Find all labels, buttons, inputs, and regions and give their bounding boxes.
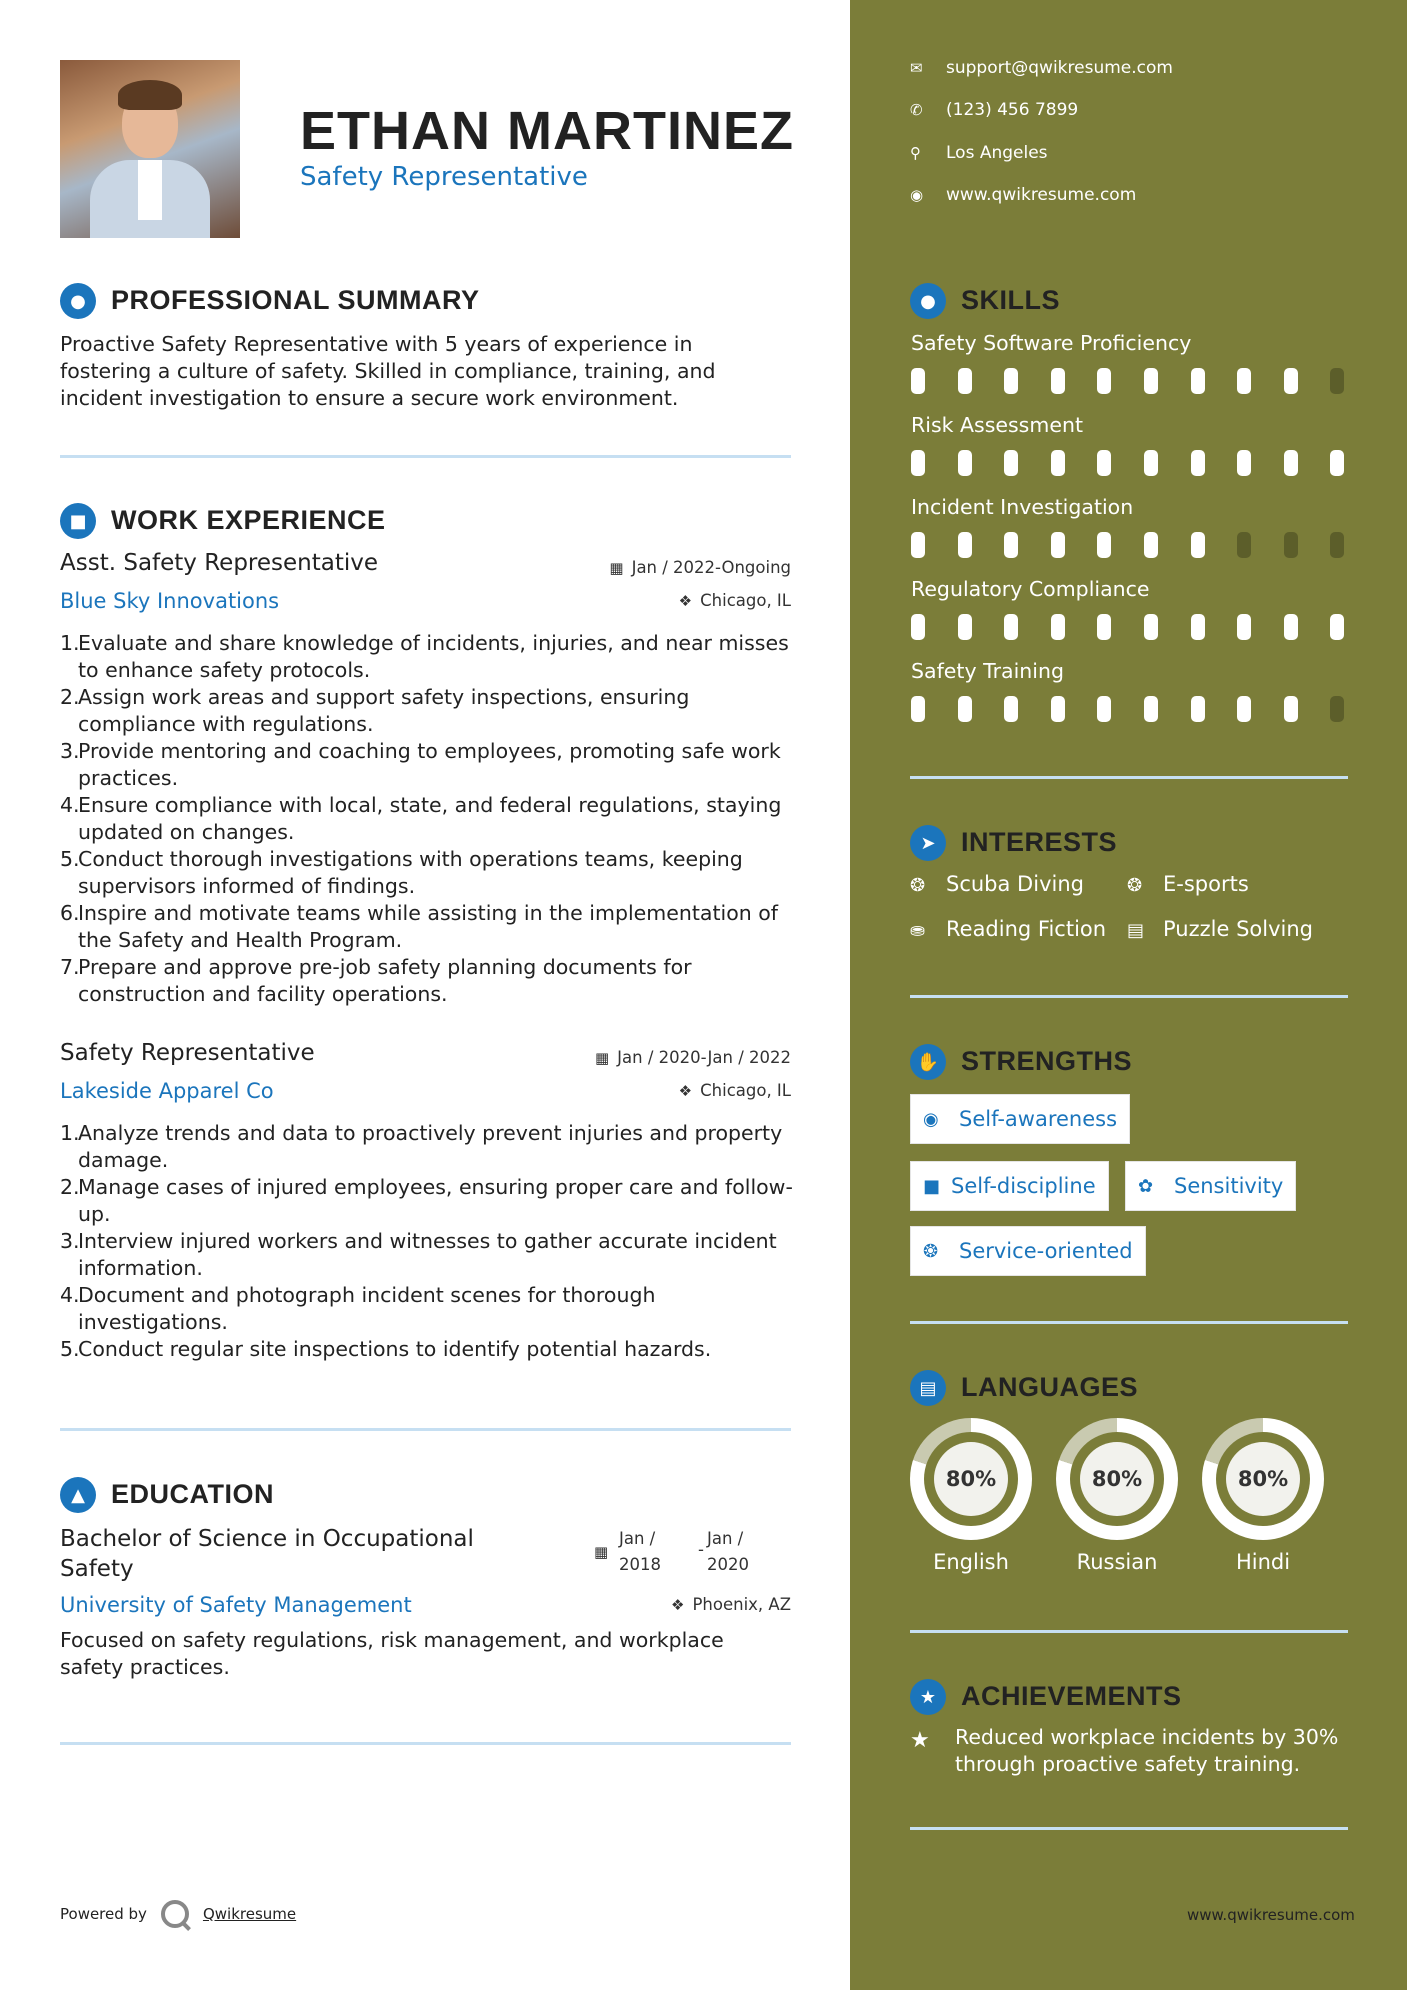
skill-pill bbox=[1097, 368, 1111, 394]
skill-pill bbox=[1330, 614, 1344, 640]
leaf-icon: ✿ bbox=[1138, 1175, 1154, 1197]
skill-pill bbox=[1330, 368, 1344, 394]
skill-pill bbox=[1191, 368, 1205, 394]
strength-label: Service-oriented bbox=[959, 1239, 1133, 1263]
duty-item bbox=[60, 630, 800, 684]
language-level: 80% bbox=[1226, 1442, 1300, 1516]
translate-icon: ▤ bbox=[910, 1370, 946, 1406]
job-location bbox=[679, 591, 791, 610]
language-name: Russian bbox=[1076, 1550, 1158, 1574]
calendar-icon: ▦ bbox=[609, 559, 624, 577]
edu-dash: - bbox=[698, 1540, 704, 1559]
edu-end: Jan / 2020 bbox=[707, 1529, 749, 1574]
email-text: support@qwikresume.com bbox=[946, 58, 1173, 78]
skill-pill bbox=[1051, 696, 1065, 722]
lock-icon: ■ bbox=[923, 1175, 941, 1197]
lightbulb-icon: ● bbox=[910, 283, 946, 319]
skill-pill bbox=[1097, 450, 1111, 476]
divider bbox=[60, 455, 791, 458]
skill-name: Regulatory Compliance bbox=[911, 577, 1150, 601]
fist-icon: ✋ bbox=[910, 1044, 946, 1080]
duty-item bbox=[60, 900, 800, 954]
skill-name: Safety Training bbox=[911, 659, 1064, 683]
duty-number: 7. bbox=[60, 955, 80, 979]
language-ring bbox=[1202, 1418, 1324, 1540]
book-icon: ▤ bbox=[1127, 920, 1145, 941]
strength-badge bbox=[1125, 1161, 1296, 1211]
phone-text: (123) 456 7899 bbox=[946, 100, 1079, 120]
contact-email[interactable] bbox=[910, 58, 1173, 78]
skill-pill bbox=[1284, 450, 1298, 476]
job-location bbox=[679, 1081, 791, 1100]
duty-item bbox=[60, 1120, 800, 1174]
strengths-heading: STRENGTHS bbox=[961, 1046, 1133, 1076]
calendar-icon: ▦ bbox=[594, 1049, 610, 1067]
duty-item bbox=[60, 1228, 800, 1282]
map-pin-icon: ⚲ bbox=[910, 144, 921, 162]
profile-photo bbox=[60, 60, 240, 238]
duty-number: 4. bbox=[60, 793, 80, 817]
language-level: 80% bbox=[934, 1442, 1008, 1516]
interest-item bbox=[910, 917, 1106, 941]
achievements-heading: ACHIEVEMENTS bbox=[961, 1681, 1182, 1711]
skill-pill bbox=[1004, 614, 1018, 640]
footer-website[interactable]: www.qwikresume.com bbox=[1187, 1906, 1355, 1924]
degree: Bachelor of Science in Occupational Safety bbox=[60, 1526, 474, 1582]
language-name: English bbox=[933, 1550, 1009, 1574]
paper-plane-icon: ➤ bbox=[910, 825, 946, 861]
skill-pill bbox=[1144, 696, 1158, 722]
skill-pill bbox=[1191, 614, 1205, 640]
skill-pill bbox=[1144, 368, 1158, 394]
phone-icon: ✆ bbox=[910, 101, 923, 119]
skill-pill bbox=[1284, 368, 1298, 394]
skill-pill bbox=[1051, 532, 1065, 558]
skill-pill bbox=[1097, 696, 1111, 722]
skill-level-bar bbox=[911, 368, 1351, 394]
skill-name: Incident Investigation bbox=[911, 495, 1134, 519]
strength-badge bbox=[910, 1161, 1109, 1211]
edu-description: Focused on safety regulations, risk management, and workplace safety practices. bbox=[60, 1628, 724, 1679]
job-company: Blue Sky Innovations bbox=[60, 589, 280, 613]
duty-number: 1. bbox=[60, 631, 80, 655]
duty-number: 3. bbox=[60, 739, 80, 763]
skills-heading: SKILLS bbox=[961, 285, 1061, 315]
star-badge-icon: ★ bbox=[910, 1679, 946, 1715]
skill-pill bbox=[1237, 368, 1251, 394]
gamepad-icon: ⛂ bbox=[910, 920, 926, 941]
user-icon: ● bbox=[60, 283, 96, 319]
graduation-icon: ▲ bbox=[60, 1477, 96, 1513]
skill-pill bbox=[1051, 614, 1065, 640]
language-name: Hindi bbox=[1235, 1550, 1291, 1574]
interest-label: Puzzle Solving bbox=[1163, 917, 1313, 941]
school-name: University of Safety Management bbox=[60, 1593, 412, 1617]
strength-label: Self-awareness bbox=[959, 1107, 1118, 1131]
interest-item bbox=[1127, 872, 1249, 896]
skill-pill bbox=[1237, 614, 1251, 640]
duty-number: 2. bbox=[60, 685, 80, 709]
skill-level-bar bbox=[911, 614, 1351, 640]
duty-number: 1. bbox=[60, 1121, 80, 1145]
job-company: Lakeside Apparel Co bbox=[60, 1079, 274, 1103]
contact-location bbox=[910, 143, 1048, 163]
skill-pill bbox=[911, 368, 925, 394]
summary-text: Proactive Safety Representative with 5 years of experience in fostering a culture of safety. Skilled in compliance, training, and incident investigation to ensure a secure work environment. bbox=[60, 332, 716, 410]
duty-text: Document and photograph incident scenes for thorough investigations. bbox=[78, 1283, 656, 1334]
divider bbox=[910, 1321, 1348, 1324]
strength-badge bbox=[910, 1094, 1130, 1144]
skill-level-bar bbox=[911, 532, 1351, 558]
duty-number: 6. bbox=[60, 901, 80, 925]
skill-pill bbox=[958, 532, 972, 558]
skill-pill bbox=[1051, 368, 1065, 394]
job-dates-text: Jan / 2020-Jan / 2022 bbox=[617, 1048, 791, 1067]
divider bbox=[60, 1428, 791, 1431]
skill-pill bbox=[1144, 450, 1158, 476]
strength-label: Sensitivity bbox=[1174, 1174, 1284, 1198]
pin-icon: ❖ bbox=[671, 1596, 685, 1614]
duty-text: Prepare and approve pre-job safety planning documents for construction and facility operations. bbox=[78, 955, 692, 1006]
divider bbox=[910, 776, 1348, 779]
skill-pill bbox=[911, 450, 925, 476]
duty-item bbox=[60, 1282, 800, 1336]
languages-heading: LANGUAGES bbox=[961, 1372, 1139, 1402]
duty-item bbox=[60, 738, 800, 792]
summary-heading: PROFESSIONAL SUMMARY bbox=[111, 285, 480, 315]
skill-pill bbox=[958, 450, 972, 476]
skill-pill bbox=[1330, 532, 1344, 558]
skill-pill bbox=[1237, 450, 1251, 476]
duty-item bbox=[60, 954, 800, 1008]
skill-pill bbox=[958, 368, 972, 394]
photo-shirt bbox=[138, 160, 162, 220]
interest-item bbox=[1127, 917, 1313, 941]
duty-text: Interview injured workers and witnesses to gather accurate incident information. bbox=[78, 1229, 777, 1280]
lifebuoy-icon: ❂ bbox=[923, 1240, 939, 1262]
duty-text: Inspire and motivate teams while assisting in the implementation of the Safety and Health Program. bbox=[78, 901, 779, 952]
brand-link[interactable]: Qwikresume bbox=[202, 1905, 297, 1923]
contact-phone[interactable] bbox=[910, 100, 1078, 120]
edu-location-text: Phoenix, AZ bbox=[692, 1595, 791, 1614]
language-ring bbox=[910, 1418, 1032, 1540]
skill-pill bbox=[1051, 450, 1065, 476]
skill-name: Risk Assessment bbox=[911, 413, 1083, 437]
duty-item bbox=[60, 1174, 800, 1228]
job-dates bbox=[595, 1048, 791, 1067]
skill-pill bbox=[958, 614, 972, 640]
skill-pill bbox=[1004, 532, 1018, 558]
job-dates-text: Jan / 2022-Ongoing bbox=[631, 558, 791, 577]
job-duties bbox=[60, 1120, 800, 1363]
duty-text: Provide mentoring and coaching to employees, promoting safe work practices. bbox=[78, 739, 781, 790]
duty-text: Ensure compliance with local, state, and federal regulations, staying updated on changes. bbox=[78, 793, 782, 844]
job-title: Safety Representative bbox=[60, 1040, 315, 1066]
candidate-role: Safety Representative bbox=[300, 162, 588, 192]
powered-by-label: Powered by bbox=[60, 1905, 147, 1923]
divider bbox=[910, 1827, 1348, 1830]
candidate-name: ETHAN MARTINEZ bbox=[300, 101, 794, 161]
photo-hair bbox=[118, 80, 182, 110]
duty-item bbox=[60, 684, 800, 738]
chair-icon: ■ bbox=[60, 503, 96, 539]
skill-pill bbox=[1191, 696, 1205, 722]
interest-label: Scuba Diving bbox=[946, 872, 1084, 896]
pin-icon: ❖ bbox=[678, 1082, 693, 1100]
interests-heading: INTERESTS bbox=[961, 827, 1118, 857]
education-heading: EDUCATION bbox=[111, 1479, 274, 1509]
skill-pill bbox=[1191, 450, 1205, 476]
interest-label: E-sports bbox=[1163, 872, 1249, 896]
footer-powered bbox=[60, 1900, 296, 1928]
skill-level-bar bbox=[911, 450, 1351, 476]
lifebuoy-icon: ❂ bbox=[910, 875, 926, 896]
strength-badge bbox=[910, 1226, 1146, 1276]
website-text: www.qwikresume.com bbox=[946, 185, 1137, 205]
skill-pill bbox=[1330, 450, 1344, 476]
skill-pill bbox=[911, 532, 925, 558]
duty-number: 5. bbox=[60, 1337, 80, 1361]
interest-label: Reading Fiction bbox=[946, 917, 1107, 941]
edu-location bbox=[671, 1595, 791, 1614]
skill-pill bbox=[1284, 532, 1298, 558]
job-location-text: Chicago, IL bbox=[700, 591, 791, 610]
strength-label: Self-discipline bbox=[951, 1174, 1096, 1198]
skill-pill bbox=[1191, 532, 1205, 558]
skill-pill bbox=[1330, 696, 1344, 722]
skill-pill bbox=[911, 614, 925, 640]
job-title: Asst. Safety Representative bbox=[60, 550, 379, 576]
job-dates bbox=[609, 558, 791, 577]
duty-number: 2. bbox=[60, 1175, 80, 1199]
qwikresume-logo-icon bbox=[161, 1900, 189, 1928]
skill-pill bbox=[958, 696, 972, 722]
duty-item bbox=[60, 846, 800, 900]
skill-level-bar bbox=[911, 696, 1351, 722]
star-icon: ★ bbox=[910, 1728, 930, 1753]
skill-pill bbox=[1237, 696, 1251, 722]
edu-start: Jan / 2018 bbox=[619, 1529, 661, 1574]
language-ring bbox=[1056, 1418, 1178, 1540]
divider bbox=[910, 1630, 1348, 1633]
skill-pill bbox=[1144, 614, 1158, 640]
duty-text: Manage cases of injured employees, ensuring proper care and follow-up. bbox=[78, 1175, 793, 1226]
location-text: Los Angeles bbox=[946, 143, 1048, 163]
divider bbox=[60, 1742, 791, 1745]
contact-website[interactable] bbox=[910, 185, 1136, 205]
skill-pill bbox=[1284, 614, 1298, 640]
skill-pill bbox=[1004, 696, 1018, 722]
duty-number: 5. bbox=[60, 847, 80, 871]
user-circle-icon: ◉ bbox=[923, 1108, 939, 1130]
skill-pill bbox=[1284, 696, 1298, 722]
skill-pill bbox=[1004, 450, 1018, 476]
globe-icon: ◉ bbox=[910, 186, 924, 204]
calendar-icon: ▦ bbox=[594, 1543, 609, 1561]
skill-pill bbox=[1237, 532, 1251, 558]
job-location-text: Chicago, IL bbox=[700, 1081, 791, 1100]
pin-icon: ❖ bbox=[678, 592, 693, 610]
skill-pill bbox=[1097, 614, 1111, 640]
duty-number: 3. bbox=[60, 1229, 80, 1253]
duty-item bbox=[60, 792, 800, 846]
job-duties bbox=[60, 630, 800, 1008]
duty-text: Conduct thorough investigations with operations teams, keeping supervisors informed of findings. bbox=[78, 847, 743, 898]
skill-pill bbox=[1097, 532, 1111, 558]
lifebuoy-icon: ❂ bbox=[1127, 875, 1143, 896]
skill-pill bbox=[1004, 368, 1018, 394]
experience-heading: WORK EXPERIENCE bbox=[111, 505, 386, 535]
skill-pill bbox=[1144, 532, 1158, 558]
language-level: 80% bbox=[1080, 1442, 1154, 1516]
envelope-icon: ✉ bbox=[910, 59, 923, 77]
duty-number: 4. bbox=[60, 1283, 80, 1307]
interest-item bbox=[910, 872, 1084, 896]
duty-item bbox=[60, 1336, 800, 1363]
divider bbox=[910, 995, 1348, 998]
skill-name: Safety Software Proficiency bbox=[911, 331, 1192, 355]
duty-text: Assign work areas and support safety inspections, ensuring compliance with regulations. bbox=[78, 685, 690, 736]
duty-text: Analyze trends and data to proactively prevent injuries and property damage. bbox=[78, 1121, 783, 1172]
skill-pill bbox=[911, 696, 925, 722]
duty-text: Conduct regular site inspections to identify potential hazards. bbox=[78, 1337, 712, 1361]
duty-text: Evaluate and share knowledge of incidents, injuries, and near misses to enhance safety protocols. bbox=[78, 631, 789, 682]
achievement-text: Reduced workplace incidents by 30% through proactive safety training. bbox=[955, 1725, 1339, 1776]
